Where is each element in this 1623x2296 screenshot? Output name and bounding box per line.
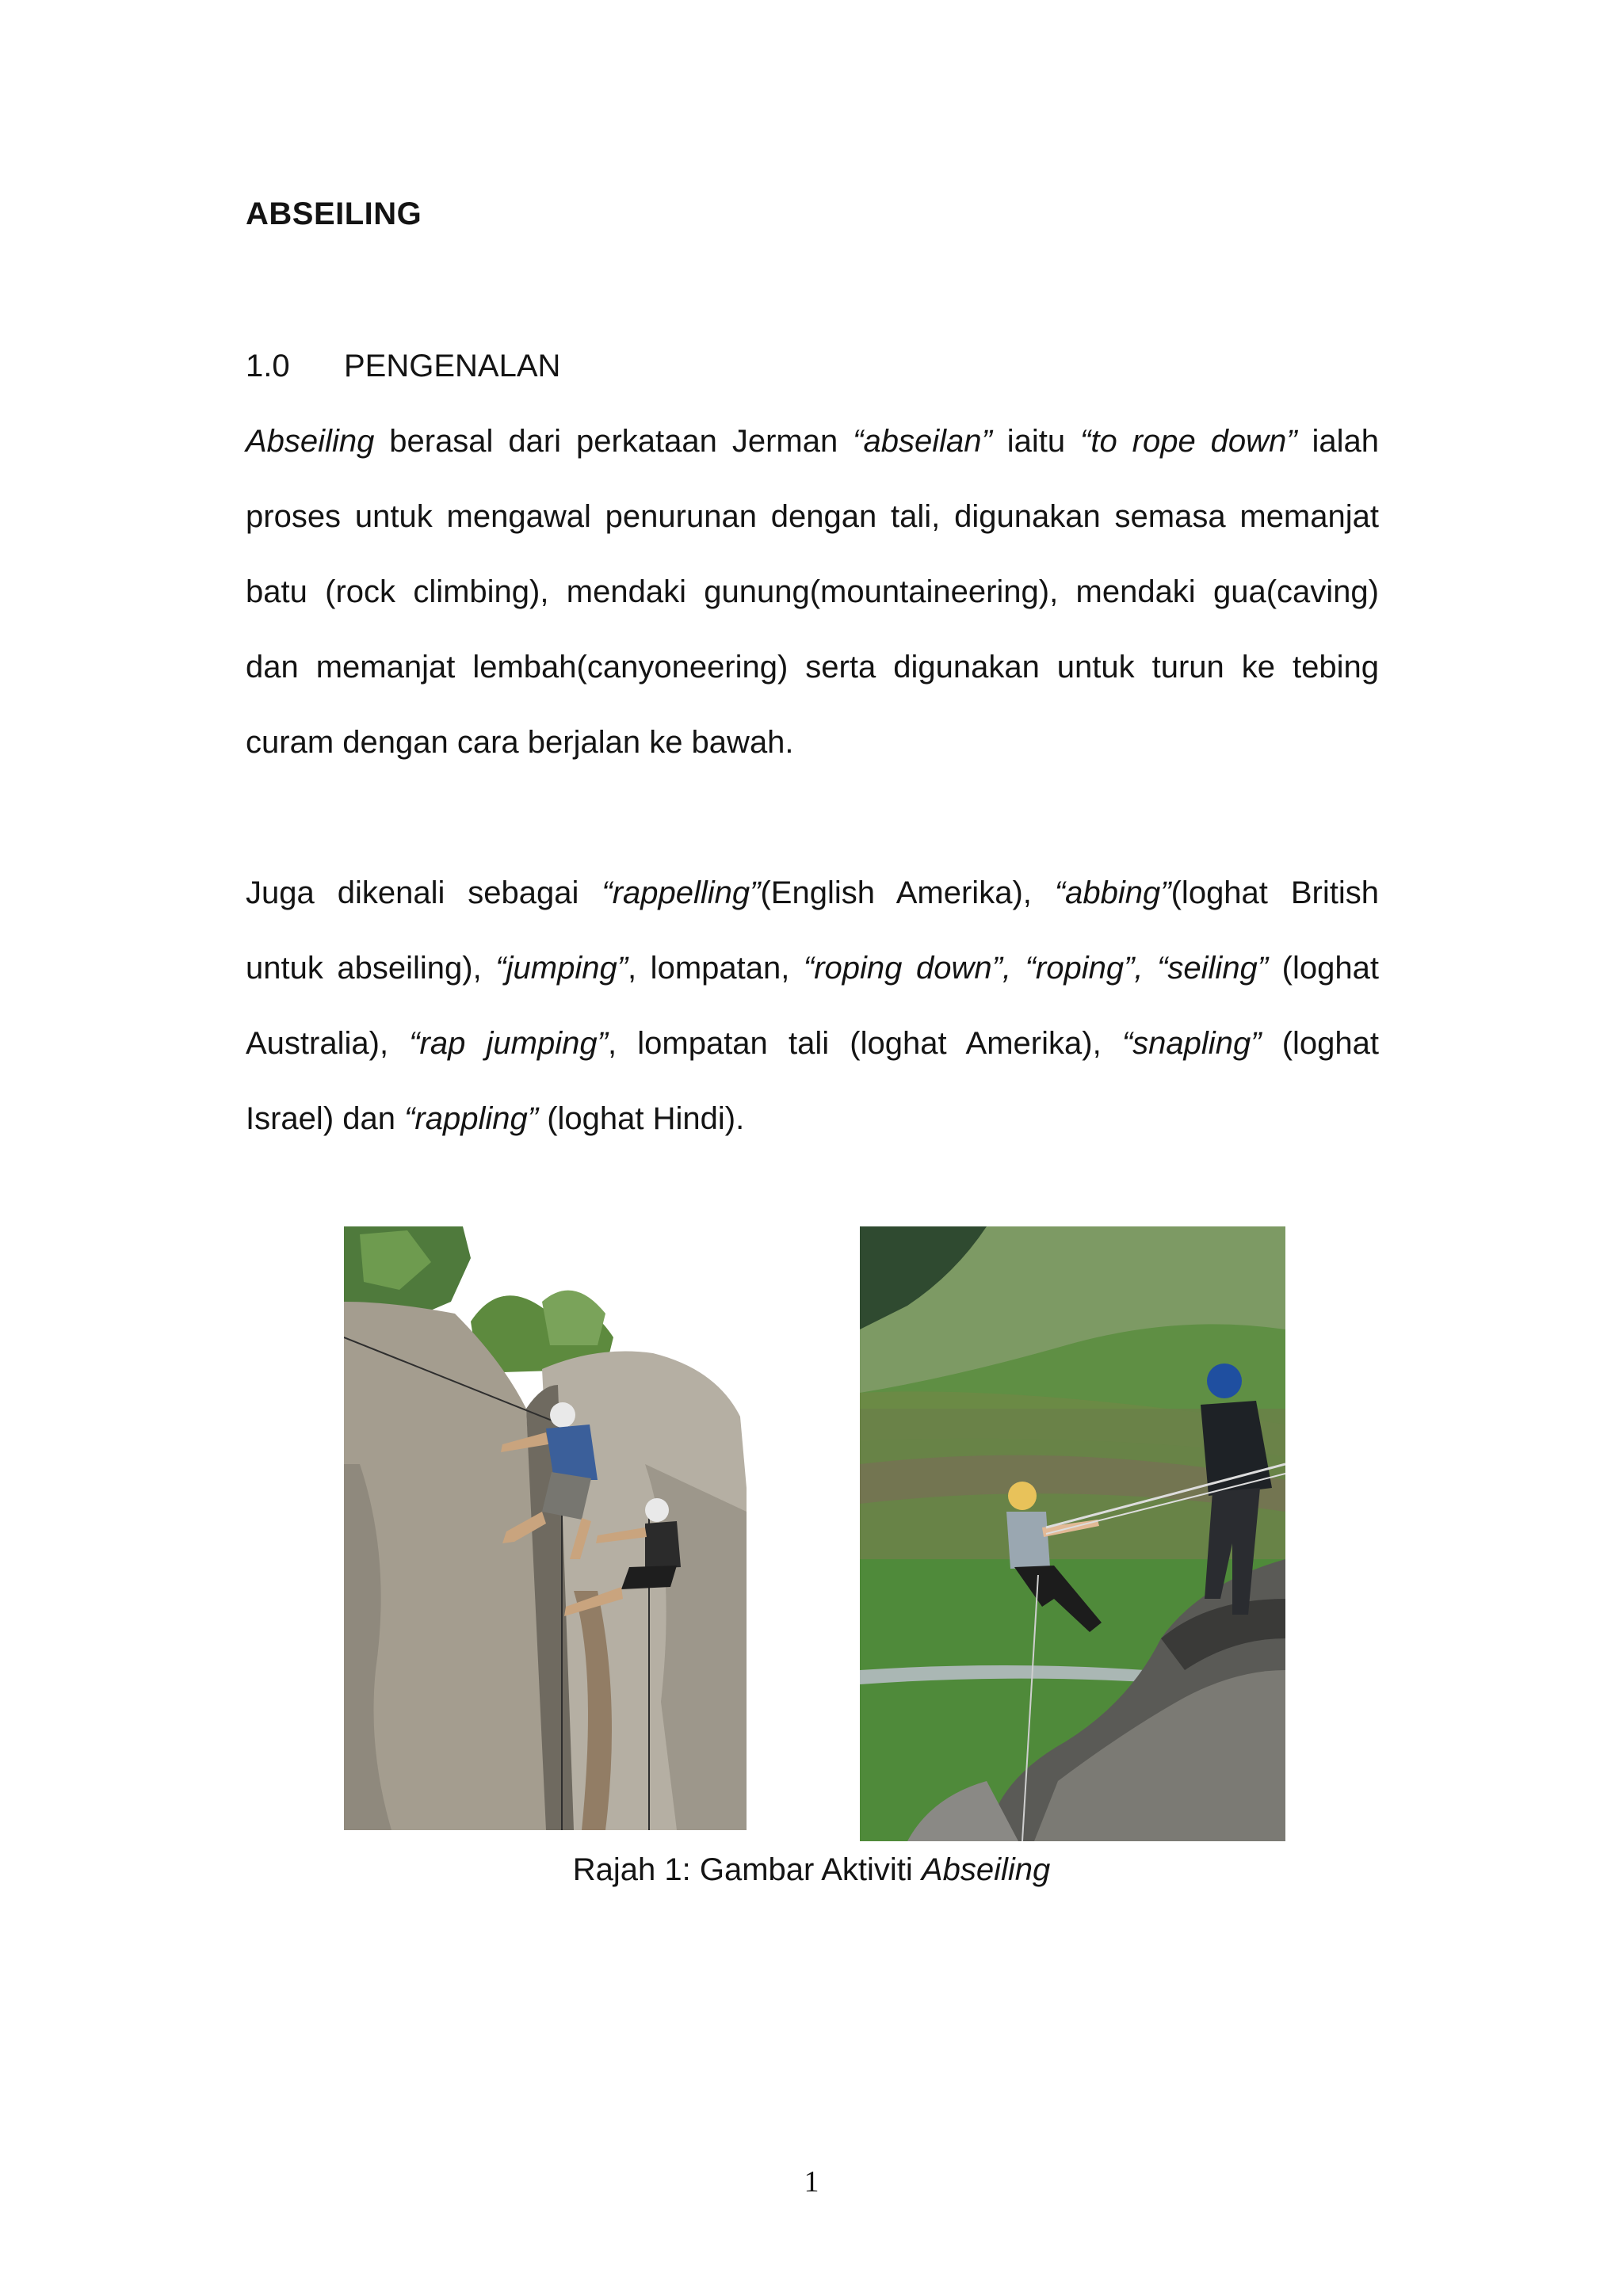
text-run: iaitu bbox=[991, 424, 1081, 459]
caption-text: Rajah 1: Gambar Aktiviti bbox=[572, 1852, 922, 1887]
section-title: PENGENALAN bbox=[344, 349, 561, 383]
italic-term: “to rope down” bbox=[1080, 424, 1297, 459]
italic-term: Abseiling bbox=[246, 424, 375, 459]
rock-face-abseiling-photo bbox=[344, 1226, 747, 1830]
instructor-abseiling-photo bbox=[860, 1226, 1285, 1841]
page-number: 1 bbox=[804, 2165, 819, 2199]
italic-term: “rappelling” bbox=[601, 875, 761, 910]
alternate-names-paragraph bbox=[246, 856, 1379, 1157]
paragraph-line bbox=[246, 404, 1379, 479]
page-title: ABSEILING bbox=[246, 196, 422, 231]
introduction-paragraph bbox=[246, 404, 1379, 780]
caption-italic: Abseiling bbox=[921, 1852, 1051, 1887]
text-run: Australia), bbox=[246, 1026, 410, 1061]
text-run: berasal dari perkataan Jerman bbox=[374, 424, 854, 459]
text-run: (loghat bbox=[1261, 1026, 1379, 1061]
text-run: (English Amerika), bbox=[760, 875, 1055, 910]
paragraph-line: dan memanjat lembah(canyoneering) serta digunakan untuk turun ke tebing bbox=[246, 650, 1379, 685]
text-run: (loghat Hindi). bbox=[538, 1101, 745, 1136]
italic-term: “abbing” bbox=[1054, 875, 1171, 910]
section-number: 1.0 bbox=[246, 349, 290, 383]
paragraph-line bbox=[246, 1006, 1379, 1081]
paragraph-line: batu (rock climbing), mendaki gunung(mountaineering), mendaki gua(caving) bbox=[246, 574, 1379, 609]
text-run: Juga dikenali sebagai bbox=[246, 875, 602, 910]
text-run: (loghat British bbox=[1170, 875, 1380, 910]
paragraph-line bbox=[246, 931, 1379, 1006]
italic-term: “abseilan” bbox=[853, 424, 992, 459]
italic-term: “snapling” bbox=[1121, 1026, 1262, 1061]
text-run: , lompatan, bbox=[628, 951, 804, 986]
text-run: (loghat bbox=[1268, 951, 1379, 986]
section-heading bbox=[246, 349, 560, 384]
italic-term: “rappling” bbox=[404, 1101, 539, 1136]
paragraph-line bbox=[246, 856, 1379, 931]
paragraph-line bbox=[246, 1081, 1379, 1157]
italic-term: “rap jumping” bbox=[409, 1026, 608, 1061]
text-run: Israel) dan bbox=[246, 1101, 405, 1136]
text-run: untuk abseiling), bbox=[246, 951, 496, 986]
text-run: , lompatan tali (loghat Amerika), bbox=[607, 1026, 1122, 1061]
text-run: ialah bbox=[1296, 424, 1380, 459]
paragraph-line: curam dengan cara berjalan ke bawah. bbox=[246, 725, 794, 760]
italic-term: “jumping” bbox=[495, 951, 628, 986]
paragraph-line: proses untuk mengawal penurunan dengan tali, digunakan semasa memanjat bbox=[246, 499, 1379, 534]
italic-term: “roping down”, “roping”, “seiling” bbox=[803, 951, 1269, 986]
figure-caption bbox=[0, 1852, 1623, 1888]
